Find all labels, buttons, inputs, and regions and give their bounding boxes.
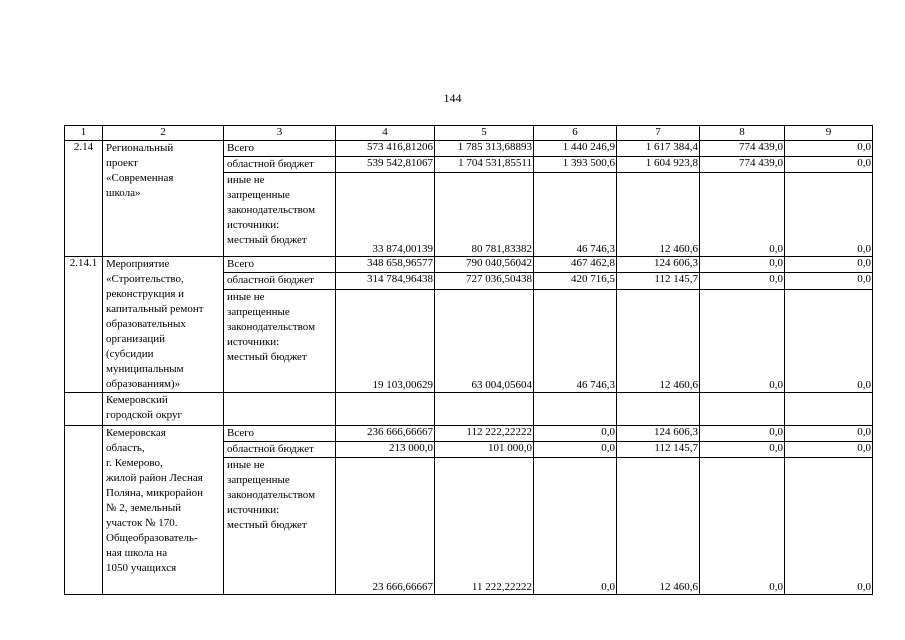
funding-source-line: запрещенные xyxy=(227,189,290,201)
table-row xyxy=(65,141,873,157)
header-cell: 8 xyxy=(700,126,785,141)
funding-source-line: Всего xyxy=(227,142,254,154)
item-name-line: (субсидии xyxy=(106,348,154,360)
funding-source-line: областной бюджет xyxy=(227,158,314,170)
item-name-line: г. Кемерово, xyxy=(106,457,163,469)
amount-cell: 0,0 xyxy=(700,173,785,257)
amount-cell: 314 784,96438 xyxy=(336,273,435,289)
amount-cell: 0,0 xyxy=(700,426,785,442)
item-name-line: ная школа на xyxy=(106,547,168,559)
funding-source-line: законодательством xyxy=(227,320,316,333)
amount-cell: 573 416,81206 xyxy=(336,141,435,157)
amount-cell: 467 462,8 xyxy=(534,257,617,273)
amount-cell: 1 604 923,8 xyxy=(617,157,700,173)
table-row xyxy=(65,426,873,442)
amount-cell: 1 393 500,6 xyxy=(534,157,617,173)
funding-source-line: иные не xyxy=(227,290,265,303)
amount-cell: 112 145,7 xyxy=(617,273,700,289)
empty-cell xyxy=(617,393,700,426)
funding-source xyxy=(224,458,336,595)
amount-cell: 112 145,7 xyxy=(617,442,700,458)
amount-cell: 0,0 xyxy=(785,273,873,289)
amount-cell: 213 000,0 xyxy=(336,442,435,458)
amount-cell: 46 746,3 xyxy=(534,173,617,257)
funding-source-line: Всего xyxy=(227,258,254,270)
empty-cell xyxy=(785,393,873,426)
funding-source xyxy=(224,426,336,442)
empty-cell xyxy=(224,393,336,426)
amount-cell: 33 874,00139 xyxy=(336,173,435,257)
amount-cell: 11 222,22222 xyxy=(435,458,534,595)
amount-cell: 1 617 384,4 xyxy=(617,141,700,157)
amount-cell: 0,0 xyxy=(534,426,617,442)
table-row xyxy=(65,393,873,426)
item-name-line: городской округ xyxy=(106,409,183,421)
amount-cell: 23 666,66667 xyxy=(336,458,435,595)
budget-table xyxy=(64,125,873,595)
item-name-line: «Строительство, xyxy=(106,273,184,285)
amount-cell: 727 036,50438 xyxy=(435,273,534,289)
amount-cell: 1 785 313,68893 xyxy=(435,141,534,157)
amount-cell: 124 606,3 xyxy=(617,426,700,442)
header-cell: 4 xyxy=(336,126,435,141)
funding-source-line: местный бюджет xyxy=(227,234,307,246)
item-name-line: образованиям)» xyxy=(106,378,181,390)
funding-source-line: местный бюджет xyxy=(227,350,307,363)
item-name xyxy=(103,141,224,257)
funding-source-line: иные не xyxy=(227,459,265,471)
funding-source xyxy=(224,442,336,458)
item-name-line: Региональный xyxy=(106,142,174,154)
funding-source xyxy=(224,157,336,173)
header-cell: 1 xyxy=(65,126,103,141)
item-name-line: область, xyxy=(106,442,145,454)
header-cell: 2 xyxy=(103,126,224,141)
header-cell: 6 xyxy=(534,126,617,141)
item-name-line: организаций xyxy=(106,333,166,345)
amount-cell: 774 439,0 xyxy=(700,141,785,157)
amount-cell: 80 781,83382 xyxy=(435,173,534,257)
amount-cell: 236 666,66667 xyxy=(336,426,435,442)
amount-cell: 124 606,3 xyxy=(617,257,700,273)
funding-source-line: источники: xyxy=(227,219,280,231)
amount-cell: 0,0 xyxy=(785,458,873,595)
amount-cell: 101 000,0 xyxy=(435,442,534,458)
amount-cell: 0,0 xyxy=(534,442,617,458)
funding-source-line: источники: xyxy=(227,504,280,516)
item-name-line: Мероприятие xyxy=(106,258,170,270)
item-name xyxy=(103,393,224,426)
amount-cell: 790 040,56042 xyxy=(435,257,534,273)
item-code: 2.14 xyxy=(65,141,103,257)
amount-cell: 0,0 xyxy=(700,458,785,595)
empty-cell xyxy=(534,393,617,426)
amount-cell: 0,0 xyxy=(700,442,785,458)
amount-cell: 348 658,96577 xyxy=(336,257,435,273)
amount-cell: 420 716,5 xyxy=(534,273,617,289)
amount-cell: 12 460,6 xyxy=(617,289,700,392)
amount-cell: 0,0 xyxy=(785,426,873,442)
amount-cell: 63 004,05604 xyxy=(435,289,534,392)
funding-source xyxy=(224,173,336,257)
item-name-line: проект xyxy=(106,157,138,169)
empty-cell xyxy=(336,393,435,426)
header-row xyxy=(65,126,873,141)
funding-source xyxy=(224,257,336,273)
empty-cell xyxy=(435,393,534,426)
amount-cell: 0,0 xyxy=(700,289,785,392)
amount-cell: 1 704 531,85511 xyxy=(435,157,534,173)
funding-source-line: областной бюджет xyxy=(227,274,314,287)
amount-cell: 0,0 xyxy=(785,141,873,157)
funding-source-line: иные не xyxy=(227,174,265,186)
item-name-line: школа» xyxy=(106,187,141,199)
item-name-line: жилой район Лесная xyxy=(106,472,203,484)
item-name-line: № 2, земельный xyxy=(106,502,181,514)
item-name-line: реконструкция и xyxy=(106,288,185,300)
item-name-line: образовательных xyxy=(106,318,186,330)
funding-source-line: законодательством xyxy=(227,204,316,216)
item-code xyxy=(65,393,103,426)
amount-cell: 0,0 xyxy=(785,157,873,173)
funding-source-line: местный бюджет xyxy=(227,519,307,531)
amount-cell: 0,0 xyxy=(534,458,617,595)
amount-cell: 19 103,00629 xyxy=(336,289,435,392)
amount-cell: 0,0 xyxy=(785,442,873,458)
item-name-line: Общеобразователь- xyxy=(106,532,198,544)
funding-source xyxy=(224,141,336,157)
item-name-line: муниципальным xyxy=(106,363,184,375)
amount-cell: 0,0 xyxy=(785,289,873,392)
item-name-line: Кемеровская xyxy=(106,427,166,439)
page-number: 144 xyxy=(443,91,462,105)
amount-cell: 112 222,22222 xyxy=(435,426,534,442)
funding-source-line: запрещенные xyxy=(227,474,290,486)
funding-source-line: источники: xyxy=(227,335,280,348)
amount-cell: 0,0 xyxy=(785,173,873,257)
item-name-line: капитальный ремонт xyxy=(106,303,204,315)
amount-cell: 12 460,6 xyxy=(617,173,700,257)
amount-cell: 0,0 xyxy=(700,257,785,273)
amount-cell: 539 542,81067 xyxy=(336,157,435,173)
header-cell: 7 xyxy=(617,126,700,141)
amount-cell: 12 460,6 xyxy=(617,458,700,595)
funding-source-line: областной бюджет xyxy=(227,443,314,455)
header-cell: 5 xyxy=(435,126,534,141)
funding-source xyxy=(224,273,336,289)
amount-cell: 46 746,3 xyxy=(534,289,617,392)
funding-source-line: Всего xyxy=(227,427,254,439)
funding-source-line: запрещенные xyxy=(227,305,290,318)
item-name-line: участок № 170. xyxy=(106,517,178,529)
header-cell: 9 xyxy=(785,126,873,141)
item-name-line: Кемеровский xyxy=(106,394,168,406)
amount-cell: 0,0 xyxy=(700,273,785,289)
funding-source-line: законодательством xyxy=(227,489,316,501)
item-name-line: «Современная xyxy=(106,172,174,184)
item-name-line: Поляна, микрорайон xyxy=(106,487,203,499)
item-name-line: 1050 учащихся xyxy=(106,562,177,574)
amount-cell: 774 439,0 xyxy=(700,157,785,173)
funding-source xyxy=(224,289,336,392)
table-row xyxy=(65,257,873,273)
amount-cell: 1 440 246,9 xyxy=(534,141,617,157)
amount-cell: 0,0 xyxy=(785,257,873,273)
item-name xyxy=(103,257,224,393)
item-code xyxy=(65,426,103,595)
empty-cell xyxy=(700,393,785,426)
item-name xyxy=(103,426,224,595)
item-code: 2.14.1 xyxy=(65,257,103,393)
header-cell: 3 xyxy=(224,126,336,141)
